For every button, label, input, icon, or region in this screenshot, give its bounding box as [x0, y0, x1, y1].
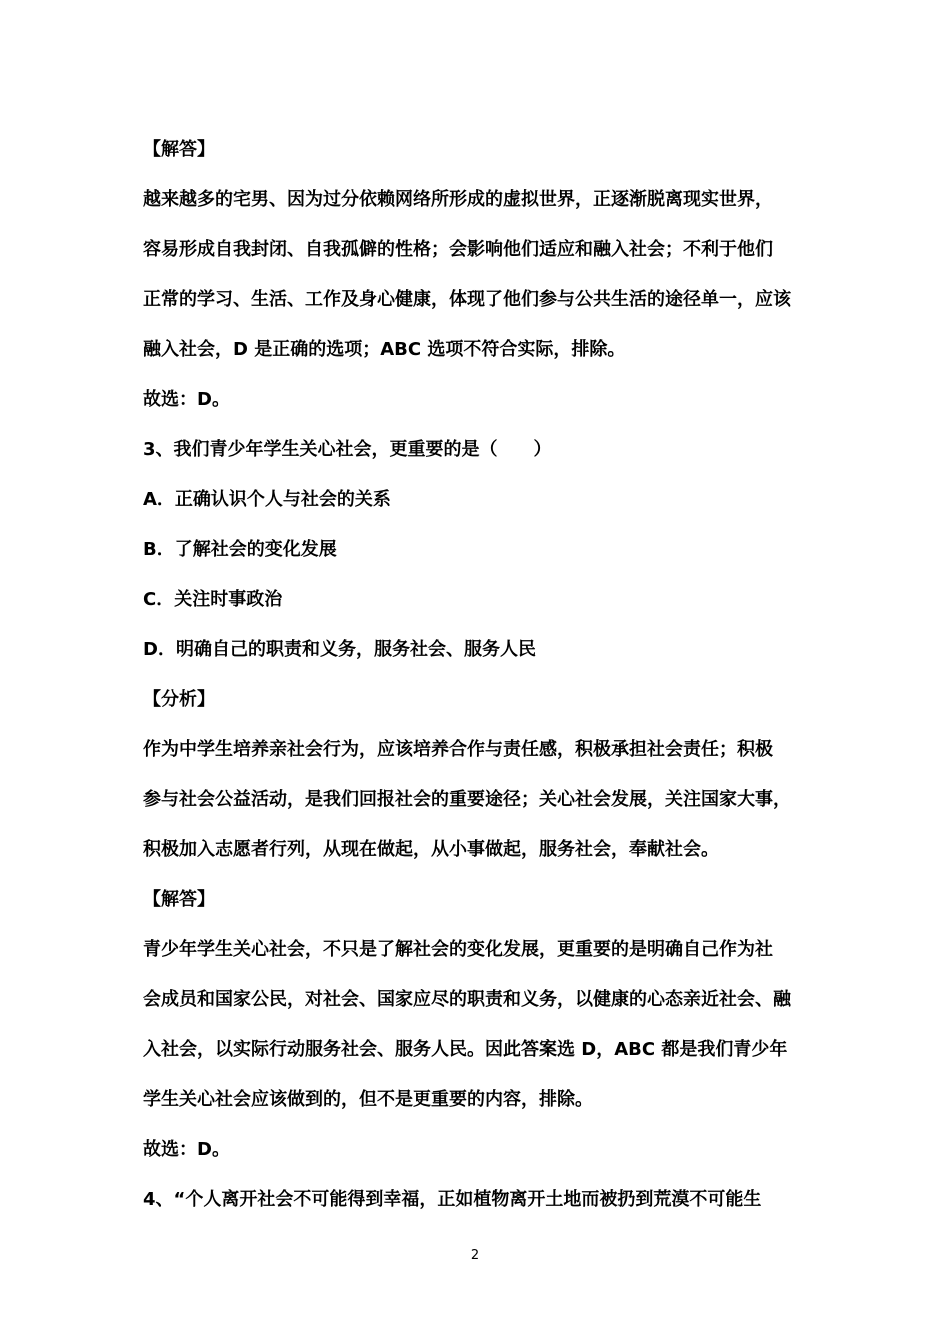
answer-text-line: 正常的学习、生活、工作及身心健康，体现了他们参与公共生活的途径单一，应该 — [143, 289, 791, 310]
heading-answer: 【解答】 — [143, 139, 215, 160]
analysis-text-line: 参与社会公益活动，是我们回报社会的重要途径；关心社会发展，关注国家大事， — [143, 789, 791, 810]
final-choice: 故选：D。 — [143, 389, 230, 410]
heading-answer: 【解答】 — [143, 889, 215, 910]
analysis-text-line: 作为中学生培养亲社会行为，应该培养合作与责任感，积极承担社会责任；积极 — [143, 739, 773, 760]
option-a: A．正确认识个人与社会的关系 — [143, 489, 391, 510]
option-b: B．了解社会的变化发展 — [143, 539, 337, 560]
question-3: 3、我们青少年学生关心社会，更重要的是（ ） — [143, 439, 552, 460]
page-number: 2 — [470, 1248, 480, 1263]
analysis-text-line: 积极加入志愿者行列，从现在做起，从小事做起，服务社会，奉献社会。 — [143, 839, 719, 860]
answer-text-line: 学生关心社会应该做到的，但不是更重要的内容，排除。 — [143, 1089, 593, 1110]
answer-text-line: 青少年学生关心社会，不只是了解社会的变化发展，更重要的是明确自己作为社 — [143, 939, 773, 960]
final-choice: 故选：D。 — [143, 1139, 230, 1160]
answer-text-line: 容易形成自我封闭、自我孤僻的性格；会影响他们适应和融入社会；不利于他们 — [143, 239, 773, 260]
option-c: C．关注时事政治 — [143, 589, 283, 610]
option-d: D．明确自己的职责和义务，服务社会、服务人民 — [143, 639, 536, 660]
answer-text-line: 入社会，以实际行动服务社会、服务人民。因此答案选 D，ABC 都是我们青少年 — [143, 1039, 788, 1060]
answer-text-line: 越来越多的宅男、因为过分依赖网络所形成的虚拟世界，正逐渐脱离现实世界， — [143, 189, 773, 210]
answer-text-line: 融入社会，D 是正确的选项；ABC 选项不符合实际，排除。 — [143, 339, 626, 360]
answer-text-line: 会成员和国家公民，对社会、国家应尽的职责和义务，以健康的心态亲近社会、融 — [143, 989, 791, 1010]
question-4: 4、“个人离开社会不可能得到幸福，正如植物离开土地而被扔到荒漠不可能生 — [143, 1189, 762, 1210]
heading-analysis: 【分析】 — [143, 689, 215, 710]
